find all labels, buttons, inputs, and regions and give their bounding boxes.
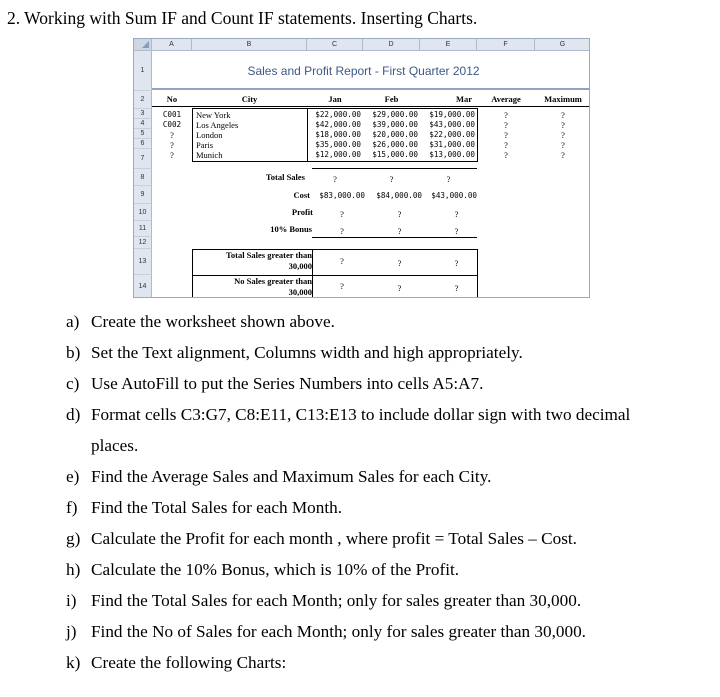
cell-feb: $26,000.00	[372, 140, 418, 149]
summary-border-bottom	[312, 237, 477, 238]
col-header-b: B	[192, 39, 307, 51]
item-label: b)	[66, 343, 81, 362]
item-text: Use AutoFill to put the Series Numbers into cells A5:A7.	[91, 374, 484, 393]
label-total-gt-amount: 30,000	[288, 261, 312, 271]
row-header: 11	[134, 221, 152, 237]
item-text: Calculate the 10% Bonus, which is 10% of the Profit.	[91, 560, 460, 579]
no-gt-mar: ?	[454, 283, 459, 293]
list-item	[66, 653, 286, 673]
list-item	[66, 467, 491, 487]
total-gt-mar: ?	[454, 258, 459, 268]
cell-maximum: ?	[561, 130, 565, 140]
header-maximum: Maximum	[544, 94, 582, 104]
cell-maximum: ?	[561, 110, 565, 120]
cost-jan: $83,000.00	[319, 191, 365, 200]
worksheet-image	[133, 38, 590, 298]
list-item	[66, 312, 335, 332]
cell-city: Los Angeles	[196, 120, 239, 130]
cell-mar: $31,000.00	[429, 140, 475, 149]
summary-border-top	[312, 168, 477, 169]
bonus-feb: ?	[397, 226, 402, 236]
col-header-g: G	[535, 39, 590, 51]
item-label: h)	[66, 560, 81, 579]
cell-maximum: ?	[561, 150, 565, 160]
cell-no: ?	[170, 150, 174, 160]
item-label: a)	[66, 312, 80, 331]
conditional-border-mid	[192, 275, 477, 276]
item-text: Find the Average Sales and Maximum Sales for each City.	[91, 467, 492, 486]
cell-average: ?	[504, 120, 508, 130]
label-profit: Profit	[291, 207, 313, 217]
profit-mar: ?	[454, 209, 459, 219]
conditional-border-left	[192, 249, 193, 298]
cell-feb: $29,000.00	[372, 110, 418, 119]
list-item	[66, 374, 483, 394]
label-no-gt-amount: 30,000	[288, 287, 312, 297]
list-item	[66, 498, 342, 518]
bonus-mar: ?	[454, 226, 459, 236]
item-text: Find the Total Sales for each Month.	[91, 498, 342, 517]
cell-no: ?	[170, 130, 174, 140]
label-bonus: 10% Bonus	[270, 224, 312, 234]
list-item	[66, 529, 577, 549]
total-sales-jan: ?	[333, 174, 337, 184]
cell-jan: $18,000.00	[315, 130, 361, 139]
item-label: e)	[66, 467, 80, 486]
report-title: Sales and Profit Report - First Quarter 2012	[247, 64, 480, 78]
cell-feb: $39,000.00	[372, 120, 418, 129]
label-no-gt: No Sales greater than	[234, 276, 312, 286]
header-average: Average	[491, 94, 521, 104]
row-header: 2	[134, 91, 152, 109]
cell-mar: $13,000.00	[429, 150, 475, 159]
cell-maximum: ?	[561, 120, 565, 130]
item-label: j)	[66, 622, 77, 641]
data-border-right	[477, 108, 478, 162]
data-border-city	[307, 108, 308, 162]
cell-maximum: ?	[561, 140, 565, 150]
profit-feb: ?	[397, 209, 402, 219]
cell-jan: $12,000.00	[315, 150, 361, 159]
conditional-border-label	[312, 249, 313, 298]
item-text: Create the worksheet shown above.	[91, 312, 335, 331]
no-gt-jan: ?	[340, 281, 344, 291]
conditional-border-right	[477, 249, 478, 298]
cell-jan: $42,000.00	[315, 120, 361, 129]
row-header: 14	[134, 275, 152, 298]
total-sales-feb: ?	[389, 174, 394, 184]
item-text: Calculate the Profit for each month , where profit = Total Sales – Cost.	[91, 529, 577, 548]
col-header-c: C	[307, 39, 363, 51]
row-header: 5	[134, 129, 152, 139]
title-underline	[152, 88, 590, 90]
cell-city: Paris	[196, 140, 213, 150]
cell-no: C002	[162, 120, 182, 129]
header-mar: Mar	[455, 94, 472, 104]
item-label: i)	[66, 591, 77, 610]
item-label: f)	[66, 498, 78, 517]
item-text: Create the following Charts:	[91, 653, 287, 672]
cell-mar: $22,000.00	[429, 130, 475, 139]
header-jan: Jan	[328, 94, 342, 104]
header-feb: Feb	[384, 94, 399, 104]
cell-feb: $20,000.00	[372, 130, 418, 139]
data-border-left	[192, 108, 193, 162]
cost-mar: $43,000.00	[431, 191, 477, 200]
data-border-top	[192, 108, 477, 109]
header-underline	[152, 106, 590, 107]
cell-city: Munich	[196, 150, 223, 160]
label-cost: Cost	[293, 190, 310, 200]
select-all-corner	[134, 39, 152, 51]
item-text: Find the No of Sales for each Month; only for sales greater than 30,000.	[91, 622, 586, 641]
cell-jan: $35,000.00	[315, 140, 361, 149]
cell-no: C001	[162, 110, 182, 119]
col-header-a: A	[152, 39, 192, 51]
list-item	[66, 405, 630, 425]
exercise-heading: 2. Working with Sum IF and Count IF statements. Inserting Charts.	[7, 8, 478, 28]
item-text: Format cells C3:G7, C8:E11, C13:E13 to include dollar sign with two decimal	[91, 405, 631, 424]
cell-city: New York	[196, 110, 231, 120]
cell-average: ?	[504, 140, 508, 150]
cell-jan: $22,000.00	[315, 110, 361, 119]
cost-feb: $84,000.00	[376, 191, 422, 200]
row-header: 12	[134, 237, 152, 249]
row-header: 4	[134, 119, 152, 129]
cell-mar: $19,000.00	[429, 110, 475, 119]
label-total-sales: Total Sales	[265, 172, 305, 182]
header-city: City	[241, 94, 258, 104]
row-header: 13	[134, 249, 152, 275]
item-text: Set the Text alignment, Columns width and high appropriately.	[91, 343, 523, 362]
total-gt-feb: ?	[397, 258, 402, 268]
cell-average: ?	[504, 130, 508, 140]
profit-jan: ?	[340, 209, 344, 219]
list-item	[66, 560, 459, 580]
item-label: d)	[66, 405, 81, 424]
cell-feb: $15,000.00	[372, 150, 418, 159]
item-text: places.	[91, 436, 139, 455]
cell-no: ?	[170, 140, 174, 150]
row-header: 3	[134, 109, 152, 119]
cell-average: ?	[504, 110, 508, 120]
list-item	[66, 436, 138, 456]
row-header: 7	[134, 149, 152, 169]
row-header: 8	[134, 169, 152, 186]
label-total-gt: Total Sales greater than	[225, 250, 312, 260]
no-gt-feb: ?	[397, 283, 402, 293]
total-sales-mar: ?	[446, 174, 451, 184]
item-label: c)	[66, 374, 80, 393]
row-header: 10	[134, 204, 152, 221]
bonus-jan: ?	[340, 226, 344, 236]
row-header: 6	[134, 139, 152, 149]
list-item	[66, 622, 586, 642]
cell-city: London	[196, 130, 223, 140]
col-header-d: D	[363, 39, 420, 51]
row-header: 9	[134, 186, 152, 204]
conditional-border-top	[192, 249, 477, 250]
row-header: 1	[134, 51, 152, 91]
list-item	[66, 343, 523, 363]
col-header-e: E	[420, 39, 477, 51]
cell-average: ?	[504, 150, 508, 160]
header-no: No	[166, 94, 178, 104]
item-label: g)	[66, 529, 81, 548]
item-text: Find the Total Sales for each Month; only for sales greater than 30,000.	[91, 591, 582, 610]
total-gt-jan: ?	[340, 256, 344, 266]
cell-mar: $43,000.00	[429, 120, 475, 129]
list-item	[66, 591, 581, 611]
data-border-bottom	[192, 161, 477, 162]
col-header-f: F	[477, 39, 535, 51]
item-label: k)	[66, 653, 81, 672]
